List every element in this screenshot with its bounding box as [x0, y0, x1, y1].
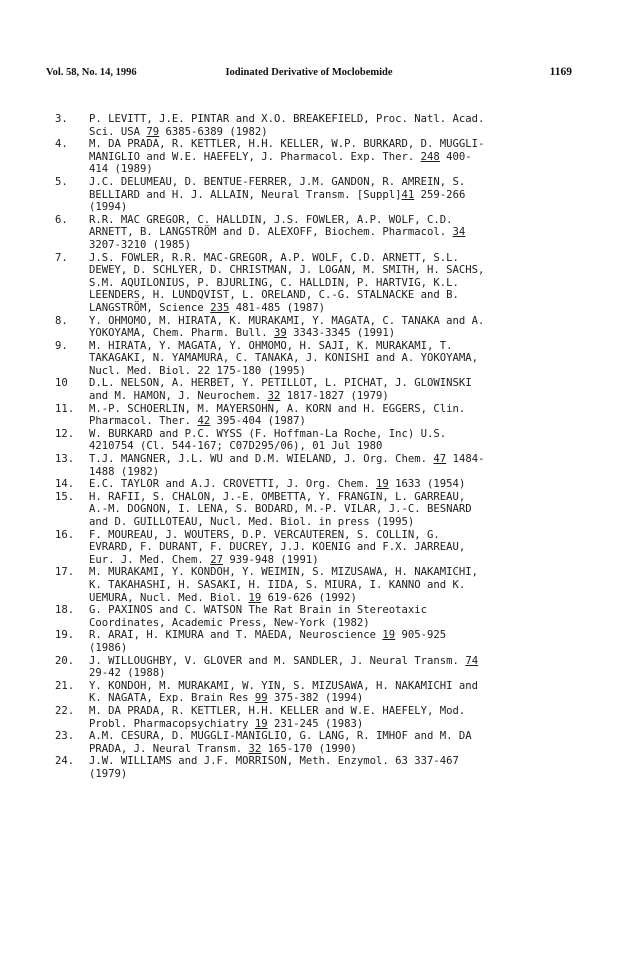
reference-number: 16. — [55, 528, 75, 541]
reference-line: Pharmacol. Ther. 42 395-404 (1987) — [89, 415, 306, 428]
reference-line: PRADA, J. Neural Transm. 32 165-170 (1990) — [89, 742, 357, 755]
reference-line: M.-P. SCHOERLIN, M. MAYERSOHN, A. KORN and H. EGGERS, Clin. — [89, 402, 466, 415]
reference-line: W. BURKARD and P.C. WYSS (F. Hoffman-La Roche, Inc) U.S. — [89, 427, 447, 440]
reference-item — [55, 252, 575, 315]
volume-number: 99 — [254, 692, 268, 705]
reference-line: M. DA PRADA, R. KETTLER, H.H. KELLER, W.P. BURKARD, D. MUGGLI- — [89, 138, 485, 151]
reference-item — [55, 138, 575, 176]
reference-item — [55, 655, 575, 680]
reference-number: 18. — [55, 604, 75, 617]
reference-line: 414 (1989) — [89, 163, 153, 176]
reference-line: Y. KONDOH, M. MURAKAMI, W. YIN, S. MIZUSAWA, H. NAKAMICHI and — [89, 679, 479, 692]
reference-item — [55, 491, 575, 529]
volume-number: 248 — [420, 150, 440, 163]
reference-line: Sci. USA 79 6385-6389 (1982) — [89, 125, 268, 138]
reference-number: 5. — [55, 175, 68, 188]
volume-number: 19 — [254, 717, 268, 730]
reference-line: Probl. Pharmacopsychiatry 19 231-245 (1983) — [89, 717, 364, 730]
reference-number: 12. — [55, 427, 75, 440]
reference-line: YOKOYAMA, Chem. Pharm. Bull. 39 3343-3345 (1991) — [89, 327, 396, 340]
running-header — [46, 67, 572, 87]
reference-number: 21. — [55, 679, 75, 692]
reference-line: LEENDERS, H. LUNDQVIST, L. ORELAND, C.-G. STALNACKE and B. — [89, 289, 459, 302]
reference-number: 6. — [55, 213, 68, 226]
reference-line: M. MURAKAMI, Y. KONDOH, Y. WEIMIN, S. MIZUSAWA, H. NAKAMICHI, — [89, 566, 479, 579]
page-number: 1169 — [549, 66, 572, 78]
reference-item — [55, 453, 575, 478]
reference-line: Y. OHMOMO, M. HIRATA, K. MURAKAMI, Y. MAGATA, C. TANAKA and A. — [89, 314, 485, 327]
reference-item — [55, 113, 575, 138]
reference-number: 3. — [55, 113, 68, 125]
reference-number: 14. — [55, 478, 75, 491]
reference-item — [55, 705, 575, 730]
volume-number: 235 — [210, 301, 230, 314]
reference-item — [55, 340, 575, 378]
reference-line: M. HIRATA, Y. MAGATA, Y. OHMOMO, H. SAJI, K. MURAKAMI, T. — [89, 339, 453, 352]
running-title: Iodinated Derivative of Moclobemide — [225, 67, 393, 78]
reference-line: K. TAKAHASHI, H. SASAKI, H. IIDA, S. MIURA, I. KANNO and K. — [89, 578, 466, 591]
volume-number: 32 — [267, 390, 281, 403]
reference-item — [55, 478, 575, 491]
volume-number: 47 — [433, 453, 447, 466]
reference-number: 11. — [55, 402, 75, 415]
reference-line: H. RAFII, S. CHALON, J.-E. OMBETTA, Y. FRANGIN, L. GARREAU, — [89, 490, 466, 503]
reference-number: 4. — [55, 138, 68, 151]
reference-number: 20. — [55, 654, 75, 667]
reference-line: and M. HAMON, J. Neurochem. 32 1817-1827 (1979) — [89, 390, 389, 403]
reference-line: D.L. NELSON, A. HERBET, Y. PETILLOT, L. PICHAT, J. GLOWINSKI — [89, 377, 472, 390]
reference-item — [55, 428, 575, 453]
reference-item — [55, 566, 575, 604]
reference-line: E.C. TAYLOR and A.J. CROVETTI, J. Org. Chem. 19 1633 (1954) — [89, 478, 466, 491]
volume-number: 34 — [452, 226, 466, 239]
reference-line: 1488 (1982) — [89, 465, 160, 478]
volume-number: 19 — [248, 591, 262, 604]
reference-line: (1979) — [89, 767, 128, 780]
reference-line: A.-M. DOGNON, I. LENA, S. BODARD, M.-P. VILAR, J.-C. BESNARD — [89, 503, 472, 516]
reference-number: 23. — [55, 730, 75, 743]
reference-number: 13. — [55, 453, 75, 466]
reference-item — [55, 377, 575, 402]
reference-item — [55, 214, 575, 252]
reference-line: LANGSTRÖM, Science 235 481-485 (1987) — [89, 301, 325, 314]
reference-line: G. PAXINOS and C. WATSON The Rat Brain in Stereotaxic — [89, 604, 428, 617]
reference-item — [55, 403, 575, 428]
reference-number: 8. — [55, 314, 68, 327]
reference-item — [55, 629, 575, 654]
reference-line: 29-42 (1988) — [89, 667, 166, 680]
volume-number: 19 — [382, 629, 396, 642]
volume-number: 19 — [376, 478, 389, 491]
reference-number: 17. — [55, 566, 75, 579]
reference-line: K. NAGATA, Exp. Brain Res 99 375-382 (1994) — [89, 692, 364, 705]
reference-line: BELLIARD and H. J. ALLAIN, Neural Transm. [Suppl]41 259-266 — [89, 188, 466, 201]
reference-item — [55, 176, 575, 214]
volume-number: 41 — [401, 188, 415, 201]
reference-line: and D. GUILLOTEAU, Nucl. Med. Biol. in press (1995) — [89, 516, 415, 528]
volume-number: 42 — [197, 415, 211, 428]
reference-line: (1994) — [89, 201, 128, 214]
reference-number: 24. — [55, 755, 75, 768]
reference-line: P. LEVITT, J.E. PINTAR and X.O. BREAKEFIELD, Proc. Natl. Acad. — [89, 113, 485, 125]
reference-line: ARNETT, B. LANGSTRÖM and D. ALEXOFF, Biochem. Pharmacol. 34 — [89, 226, 466, 239]
reference-number: 10 — [55, 377, 68, 390]
reference-line: UEMURA, Nucl. Med. Biol. 19 619-626 (1992) — [89, 591, 357, 604]
reference-line: M. DA PRADA, R. KETTLER, H.H. KELLER and W.E. HAEFELY, Mod. — [89, 704, 466, 717]
reference-line: J.S. FOWLER, R.R. MAC-GREGOR, A.P. WOLF, C.D. ARNETT, S.L. — [89, 251, 459, 264]
reference-item — [55, 604, 575, 629]
reference-line: A.M. CESURA, D. MUGGLI-MANIGLIO, G. LANG, R. IMHOF and M. DA — [89, 730, 472, 743]
volume-number: 74 — [465, 654, 479, 667]
reference-line: J.W. WILLIAMS and J.F. MORRISON, Meth. Enzymol. 63 337-467 — [89, 755, 459, 768]
volume-number: 32 — [248, 742, 262, 755]
reference-line: Eur. J. Med. Chem. 27 939-948 (1991) — [89, 553, 319, 566]
reference-line: J. WILLOUGHBY, V. GLOVER and M. SANDLER, J. Neural Transm. 74 — [89, 654, 479, 667]
reference-line: R.R. MAC GREGOR, C. HALLDIN, J.S. FOWLER, A.P. WOLF, C.D. — [89, 213, 453, 226]
reference-line: J.C. DELUMEAU, D. BENTUE-FERRER, J.M. GANDON, R. AMREIN, S. — [89, 175, 466, 188]
volume-number: 27 — [210, 553, 223, 566]
reference-line: 4210754 (Cl. 544-167; C07D295/06), 01 Jul 1980 — [89, 440, 383, 453]
reference-number: 9. — [55, 339, 68, 352]
reference-line: T.J. MANGNER, J.L. WU and D.M. WIELAND, J. Org. Chem. 47 1484- — [89, 453, 485, 466]
reference-item — [55, 529, 575, 567]
reference-line: TAKAGAKI, N. YAMAMURA, C. TANAKA, J. KONISHI and A. YOKOYAMA, — [89, 352, 479, 365]
journal-volume: Vol. 58, No. 14, 1996 — [46, 67, 137, 78]
reference-number: 15. — [55, 490, 75, 503]
reference-item — [55, 730, 575, 755]
reference-number: 19. — [55, 629, 75, 642]
reference-line: S.M. AQUILONIUS, P. BJURLING, C. HALLDIN, P. HARTVIG, K.L. — [89, 276, 459, 289]
reference-line: R. ARAI, H. KIMURA and T. MAEDA, Neuroscience 19 905-925 — [89, 629, 447, 642]
reference-line: 3207-3210 (1985) — [89, 238, 192, 251]
volume-number: 79 — [146, 125, 160, 138]
reference-line: F. MOUREAU, J. WOUTERS, D.P. VERCAUTEREN, S. COLLIN, G. — [89, 528, 440, 541]
reference-line: (1986) — [89, 641, 128, 654]
reference-line: Nucl. Med. Biol. 22 175-180 (1995) — [89, 364, 306, 377]
reference-number: 22. — [55, 704, 75, 717]
reference-line: DEWEY, D. SCHLYER, D. CHRISTMAN, J. LOGAN, M. SMITH, H. SACHS, — [89, 264, 485, 277]
reference-line: MANIGLIO and W.E. HAEFELY, J. Pharmacol. Exp. Ther. 248 400- — [89, 150, 472, 163]
reference-item — [55, 680, 575, 705]
reference-item — [55, 315, 575, 340]
reference-line: EVRARD, F. DURANT, F. DUCREY, J.J. KOENIG and F.X. JARREAU, — [89, 541, 466, 554]
reference-line: Coordinates, Academic Press, New-York (1982) — [89, 616, 370, 629]
volume-number: 39 — [273, 327, 287, 340]
reference-list — [55, 113, 575, 780]
reference-item — [55, 755, 575, 780]
reference-number: 7. — [55, 251, 68, 264]
